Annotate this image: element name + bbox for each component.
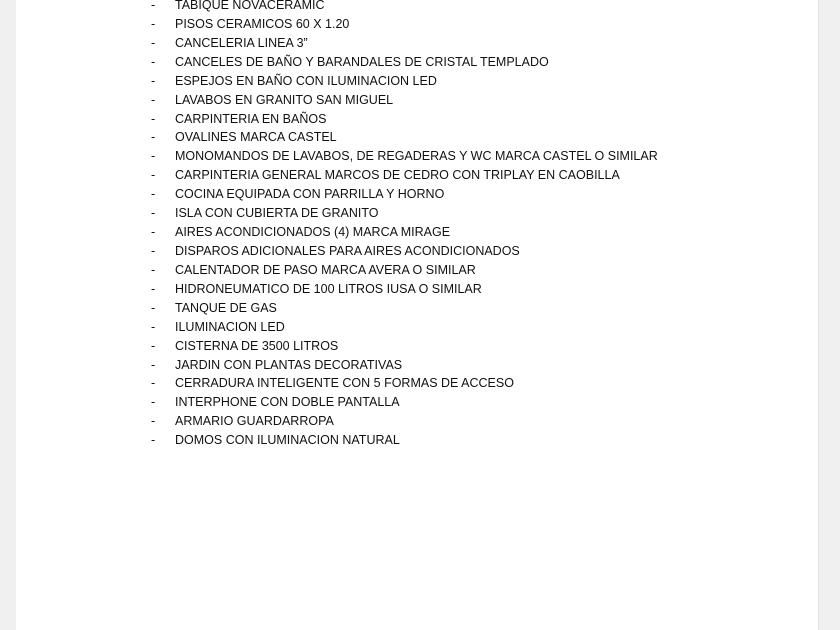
list-item-text: TABIQUE NOVACERAMIC (175, 0, 325, 12)
list-item-text: ISLA CON CUBIERTA DE GRANITO (175, 206, 379, 221)
list-item-text: CANCELES DE BAÑO Y BARANDALES DE CRISTAL TEMPLADO (175, 54, 549, 69)
list-bullet: - (151, 338, 156, 353)
list-bullet: - (151, 130, 156, 145)
list-item-text: JARDIN CON PLANTAS DECORATIVAS (175, 357, 403, 372)
list-item-text: DOMOS CON ILUMINACION NATURAL (175, 433, 400, 448)
list-item-text: DISPAROS ADICIONALES PARA AIRES ACONDICIONADOS (175, 243, 520, 258)
list-bullet: - (151, 111, 156, 126)
list-item-text: PISOS CERAMICOS 60 X 1.20 (175, 16, 350, 31)
list-bullet: - (151, 0, 156, 12)
list-bullet: - (151, 73, 156, 88)
list-item-text: CARPINTERIA EN BAÑOS (175, 111, 327, 126)
list-item-text: HIDRONEUMATICO DE 100 LITROS IUSA O SIMILAR (175, 281, 482, 296)
list-bullet: - (151, 300, 156, 315)
list-item-text: CISTERNA DE 3500 LITROS (175, 338, 339, 353)
list-item-text: CANCELERIA LINEA 3” (175, 35, 308, 50)
list-item-text: CALENTADOR DE PASO MARCA AVERA O SIMILAR (175, 262, 476, 277)
list-item-text: LAVABOS EN GRANITO SAN MIGUEL (175, 92, 394, 107)
list-item-text: INTERPHONE CON DOBLE PANTALLA (175, 395, 400, 410)
list-bullet: - (151, 414, 156, 429)
list-item-text: MONOMANDOS DE LAVABOS, DE REGADERAS Y WC MARCA CASTEL O SIMILAR (175, 149, 658, 164)
list-item-text: OVALINES MARCA CASTEL (175, 130, 337, 145)
list-bullet: - (151, 149, 156, 164)
list-item-text: ILUMINACION LED (175, 319, 285, 334)
list-bullet: - (151, 319, 156, 334)
list-bullet: - (151, 395, 156, 410)
list-bullet: - (151, 16, 156, 31)
list-bullet: - (151, 54, 156, 69)
list-item-text: AIRES ACONDICIONADOS (4) MARCA MIRAGE (175, 225, 451, 240)
list-bullet: - (151, 243, 156, 258)
list-bullet: - (151, 187, 156, 202)
list-item-text: TANQUE DE GAS (175, 300, 277, 315)
list-item-text: ARMARIO GUARDARROPA (175, 414, 334, 429)
document-page (16, 0, 818, 630)
list-bullet: - (151, 433, 156, 448)
list-bullet: - (151, 168, 156, 183)
list-bullet: - (151, 262, 156, 277)
list-bullet: - (151, 281, 156, 296)
list-item-text: CARPINTERIA GENERAL MARCOS DE CEDRO CON TRIPLAY EN CAOBILLA (175, 168, 620, 183)
list-bullet: - (151, 35, 156, 50)
page-edge (818, 0, 819, 630)
list-bullet: - (151, 206, 156, 221)
list-item-text: ESPEJOS EN BAÑO CON ILUMINACION LED (175, 73, 437, 88)
list-bullet: - (151, 92, 156, 107)
list-item-text: COCINA EQUIPADA CON PARRILLA Y HORNO (175, 187, 445, 202)
list-bullet: - (151, 357, 156, 372)
list-bullet: - (151, 376, 156, 391)
list-item-text: CERRADURA INTELIGENTE CON 5 FORMAS DE ACCESO (175, 376, 514, 391)
list-bullet: - (151, 225, 156, 240)
